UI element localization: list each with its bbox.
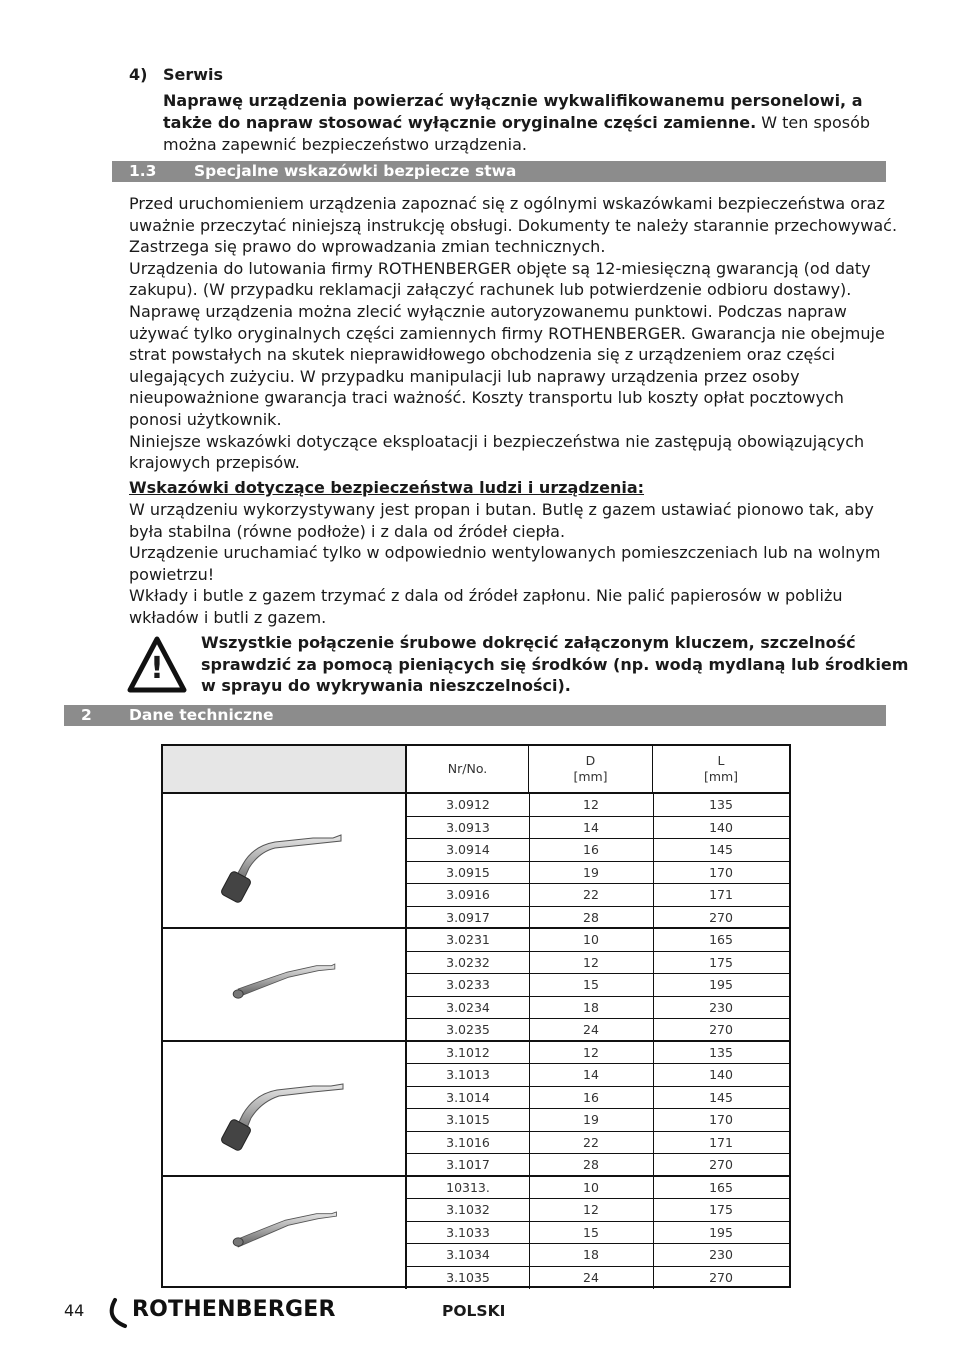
cell-nr: 3.0233 bbox=[446, 977, 490, 992]
cell-nr: 3.0915 bbox=[446, 864, 490, 880]
cell-d: 22 bbox=[583, 887, 599, 902]
cell-nr: 3.1012 bbox=[446, 1044, 490, 1060]
cell-nr: 3.0912 bbox=[446, 797, 490, 812]
cell-nr: 3.0235 bbox=[446, 1022, 490, 1037]
page-number: 44 bbox=[64, 1301, 85, 1320]
cell-d: 24 bbox=[583, 1269, 599, 1285]
table-group bbox=[163, 1177, 789, 1290]
table-row bbox=[407, 1109, 789, 1132]
cell-nr: 3.1034 bbox=[446, 1247, 490, 1262]
section-1-3-bar bbox=[112, 161, 886, 182]
cell-l: 270 bbox=[709, 1022, 733, 1037]
table-header bbox=[163, 746, 789, 794]
section-1-3-title: Specjalne wskazówki bezpiecze stwa bbox=[194, 162, 517, 180]
cell-l: 170 bbox=[709, 864, 733, 880]
cell-d: 16 bbox=[583, 1089, 599, 1105]
cell-d: 10 bbox=[583, 1179, 599, 1195]
table-row bbox=[407, 817, 789, 840]
torch-nozzle-image-icon bbox=[163, 1177, 407, 1290]
table-row bbox=[407, 1042, 789, 1065]
paragraph-line: Urządzenia do lutowania firmy ROTHENBERGER objęte są 12-miesięczną gwarancją (od daty bbox=[129, 258, 871, 278]
cell-l: 230 bbox=[709, 1247, 733, 1262]
cell-d: 22 bbox=[583, 1134, 599, 1150]
section-2-number: 2 bbox=[81, 706, 92, 724]
table-row bbox=[407, 862, 789, 885]
cell-nr: 3.0913 bbox=[446, 819, 490, 835]
cell-d: 14 bbox=[583, 819, 599, 835]
header-l-unit: [mm] bbox=[703, 769, 739, 784]
torch-nozzle-image-icon bbox=[163, 794, 407, 927]
cell-nr: 3.0914 bbox=[446, 842, 490, 857]
safety-line: była stabilna (równe podłoże) i z dala od źródeł ciepła. bbox=[129, 521, 566, 541]
technical-data-table bbox=[161, 744, 791, 1288]
cell-l: 270 bbox=[709, 909, 733, 925]
cell-l: 165 bbox=[709, 1179, 733, 1195]
service-line-3: można zapewnić bezpieczeństwo urządzenia. bbox=[163, 135, 527, 154]
service-normal-tail: W ten sposób bbox=[756, 113, 871, 132]
paragraph-line: Naprawę urządzenia można zlecić wyłącznie autoryzowanemu punktowi. Podczas napraw bbox=[129, 301, 847, 321]
cell-l: 171 bbox=[709, 887, 733, 902]
cell-nr: 3.0917 bbox=[446, 909, 490, 925]
table-row bbox=[407, 974, 789, 997]
intro-paragraph bbox=[129, 193, 897, 474]
table-row bbox=[407, 839, 789, 862]
table-row bbox=[407, 1244, 789, 1267]
paragraph-line: Niniejsze wskazówki dotyczące eksploatacji i bezpieczeństwa nie zastępują obowiązujących bbox=[129, 431, 865, 451]
header-d-label: D bbox=[585, 753, 596, 768]
paragraph-line: zakupu). (W przypadku reklamacji załączyć rachunek lub potwierdzenie odbioru dostawy). bbox=[129, 280, 852, 300]
cell-l: 270 bbox=[709, 1157, 733, 1172]
paragraph-line: Przed uruchomieniem urządzenia zapoznać się z ogólnymi wskazówkami bezpieczeństwa oraz bbox=[129, 194, 885, 213]
cell-d: 15 bbox=[583, 977, 599, 992]
cell-nr: 10313. bbox=[446, 1179, 490, 1195]
cell-d: 19 bbox=[583, 864, 599, 880]
paragraph-line: nieupoważnione gwarancja traci ważność. Koszty transportu lub koszty opłat pocztowych bbox=[129, 388, 844, 408]
cell-l: 195 bbox=[709, 977, 733, 992]
cell-nr: 3.0916 bbox=[446, 887, 490, 902]
cell-l: 135 bbox=[709, 1044, 733, 1060]
safety-line: Urządzenie uruchamiać tylko w odpowiednio wentylowanych pomieszczeniach lub na wolnym bbox=[129, 543, 881, 563]
service-line-2 bbox=[163, 112, 870, 134]
warning-line: Wszystkie połączenie śrubowe dokręcić załączonym kluczem, szczelność bbox=[201, 633, 856, 652]
table-row bbox=[407, 929, 789, 952]
cell-d: 12 bbox=[583, 1044, 599, 1060]
cell-d: 12 bbox=[583, 797, 599, 812]
table-row bbox=[407, 1154, 789, 1177]
paragraph-line: uważnie przeczytać niniejszą instrukcję obsługi. Dokumenty te należy starannie przechowywać. bbox=[129, 215, 898, 235]
paragraph-line: krajowych przepisów. bbox=[129, 453, 300, 473]
cell-d: 16 bbox=[583, 842, 599, 857]
warning-triangle-icon bbox=[127, 636, 187, 694]
header-image-cell bbox=[163, 746, 407, 792]
service-bold-line-2: także do napraw stosować wyłącznie oryginalne części zamienne. bbox=[163, 113, 757, 132]
cell-l: 140 bbox=[709, 1067, 733, 1082]
table-row bbox=[407, 997, 789, 1020]
table-row bbox=[407, 1267, 789, 1290]
cell-l: 175 bbox=[709, 954, 733, 970]
table-row bbox=[407, 1064, 789, 1087]
cell-d: 18 bbox=[583, 999, 599, 1015]
header-d-unit: [mm] bbox=[573, 769, 608, 784]
table-group bbox=[163, 794, 789, 929]
table-row bbox=[407, 1177, 789, 1200]
paragraph-line: ponosi użytkownik. bbox=[129, 409, 282, 429]
table-row bbox=[407, 884, 789, 907]
warning-line: w sprayu do wykrywania nieszczelności). bbox=[201, 676, 571, 696]
language-label: POLSKI bbox=[442, 1302, 506, 1320]
header-nr bbox=[407, 746, 529, 792]
service-title: Serwis bbox=[163, 65, 224, 84]
cell-d: 28 bbox=[583, 1157, 599, 1172]
cell-d: 18 bbox=[583, 1247, 599, 1262]
table-row bbox=[407, 1132, 789, 1155]
warning-symbol: ! bbox=[150, 651, 164, 686]
table-row bbox=[407, 794, 789, 817]
header-l-label: L bbox=[717, 753, 725, 768]
safety-paragraph bbox=[129, 499, 881, 629]
paragraph-line: ulegających zużyciu. W przypadku manipulacji lub naprawy urządzenia przez osoby bbox=[129, 366, 800, 386]
table-row bbox=[407, 952, 789, 975]
header-l bbox=[653, 746, 789, 792]
cell-d: 15 bbox=[583, 1224, 599, 1240]
cell-d: 24 bbox=[583, 1022, 599, 1037]
cell-nr: 3.0231 bbox=[446, 932, 490, 947]
table-row bbox=[407, 907, 789, 930]
cell-l: 145 bbox=[709, 1089, 733, 1105]
safety-line: Wkłady i butle z gazem trzymać z dala od źródeł zapłonu. Nie palić papierosów w pobliżu bbox=[129, 586, 843, 606]
table-row bbox=[407, 1222, 789, 1245]
cell-l: 170 bbox=[709, 1112, 733, 1127]
safety-line: W urządzeniu wykorzystywany jest propan i butan. Butlę z gazem ustawiać pionowo tak, aby bbox=[129, 500, 874, 519]
header-nr-label: Nr/No. bbox=[447, 761, 488, 776]
table-row bbox=[407, 1019, 789, 1042]
warning-line: sprawdzić za pomocą pieniących się środków (np. wodą mydlaną lub środkiem bbox=[201, 654, 909, 674]
torch-nozzle-image-icon bbox=[163, 1042, 407, 1175]
section-1-3-number: 1.3 bbox=[129, 162, 157, 180]
table-group bbox=[163, 929, 789, 1042]
table-group bbox=[163, 1042, 789, 1177]
cell-l: 145 bbox=[709, 842, 733, 857]
cell-l: 171 bbox=[709, 1134, 733, 1150]
cell-l: 175 bbox=[709, 1202, 733, 1217]
paragraph-line: Zastrzega się prawo do wprowadzania zmian technicznych. bbox=[129, 237, 606, 257]
cell-d: 28 bbox=[583, 909, 599, 925]
safety-heading: Wskazówki dotyczące bezpieczeństwa ludzi i urządzenia: bbox=[129, 478, 645, 497]
cell-d: 10 bbox=[583, 932, 599, 947]
cell-l: 195 bbox=[709, 1224, 733, 1240]
cell-l: 165 bbox=[709, 932, 733, 947]
table-row bbox=[407, 1199, 789, 1222]
cell-nr: 3.0234 bbox=[446, 999, 490, 1015]
cell-l: 270 bbox=[709, 1269, 733, 1285]
section-2-bar bbox=[64, 705, 886, 726]
cell-nr: 3.1033 bbox=[446, 1224, 490, 1240]
service-number: 4) bbox=[129, 65, 148, 84]
safety-line: powietrzu! bbox=[129, 564, 215, 584]
cell-d: 12 bbox=[583, 954, 599, 970]
paragraph-line: używać tylko oryginalnych części zamiennych firmy ROTHENBERGER. Gwarancja nie obejmuje bbox=[129, 323, 885, 343]
service-bold-line-1: Naprawę urządzenia powierzać wyłącznie wykwalifikowanemu personelowi, a bbox=[163, 91, 863, 110]
cell-nr: 3.1016 bbox=[446, 1134, 490, 1150]
cell-l: 140 bbox=[709, 819, 733, 835]
cell-d: 12 bbox=[583, 1202, 599, 1217]
table-row bbox=[407, 1087, 789, 1110]
cell-nr: 3.0232 bbox=[446, 954, 490, 970]
safety-line: wkładów i butli z gazem. bbox=[129, 607, 327, 627]
cell-nr: 3.1013 bbox=[446, 1067, 490, 1082]
cell-d: 19 bbox=[583, 1112, 599, 1127]
brand-name: ROTHENBERGER bbox=[132, 1297, 336, 1322]
cell-nr: 3.1015 bbox=[446, 1112, 490, 1127]
header-d bbox=[529, 746, 653, 792]
warning-text bbox=[201, 632, 908, 697]
cell-nr: 3.1032 bbox=[446, 1202, 490, 1217]
section-2-title: Dane techniczne bbox=[129, 706, 274, 724]
paragraph-line: strat powstałych na skutek nieprawidłowego obchodzenia się z urządzeniem oraz części bbox=[129, 345, 835, 365]
cell-l: 230 bbox=[709, 999, 733, 1015]
cell-nr: 3.1014 bbox=[446, 1089, 490, 1105]
cell-d: 14 bbox=[583, 1067, 599, 1082]
cell-l: 135 bbox=[709, 797, 733, 812]
torch-nozzle-image-icon bbox=[163, 929, 407, 1040]
cell-nr: 3.1017 bbox=[446, 1157, 490, 1172]
cell-nr: 3.1035 bbox=[446, 1269, 490, 1285]
